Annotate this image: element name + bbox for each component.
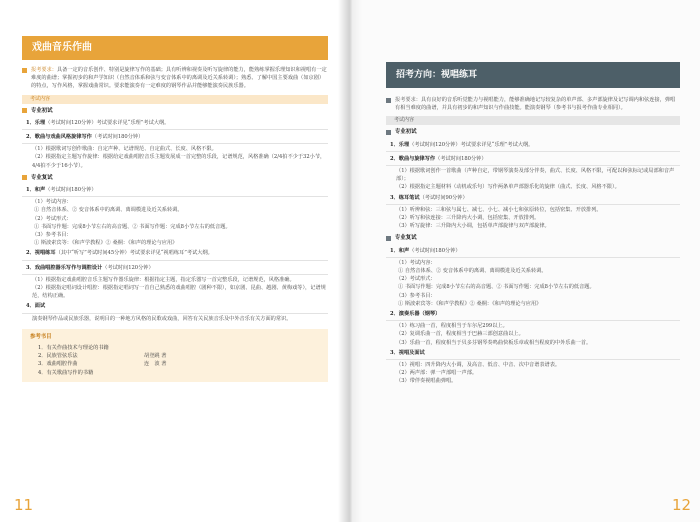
requirement-text: 具有良好的音乐听觉能力与视唱能力，能够准确地记写较复杂的单声部、多声部旋律及记写调内和弦连接，弹唱有相当难度的曲谱，并具有初步的和声知识与作曲技能。能演奏钢琴（参考书与报考作曲专业相同）。	[395, 97, 676, 112]
detail-line: （1）考试内容：	[32, 199, 72, 206]
exam-item-harmony: 1．和声（考试时间180分钟）	[22, 184, 328, 197]
reference-books-box	[22, 329, 328, 382]
detail-line: （2）考试形式：	[32, 215, 72, 222]
detail-line: ① 书面写作题：完成8小节左右的高音题、② 书面写作题：完成8小节左右的低音题。	[34, 223, 231, 230]
square-bullet-icon	[22, 108, 27, 113]
detail-line: （3）乐曲一首，程度相当于贝多芬钢琴奏鸣曲快板乐章或相当程度的中外乐曲一首。	[396, 339, 592, 346]
square-bullet-icon	[22, 175, 27, 180]
detail-line: ① 自然音体系、② 变音体系中的离调、离调模进及近关系转调。	[398, 268, 547, 275]
page-number-right: 12	[672, 496, 692, 514]
detail-line: ① 斯波索宾等：《和声学教程》② 桑桐：《和声的理论与应用》	[398, 300, 542, 307]
right-page-title: 招考方向：视唱练耳	[386, 62, 680, 88]
detail-line: （3）听写旋律：三升降内大小调，包括单声部旋律与双声部旋律。	[396, 223, 550, 230]
right-content	[386, 96, 680, 386]
exam-item-melody: 2．歌曲与戏曲风格旋律写作（考试时间180分钟）	[22, 131, 328, 144]
reference-row: 3．戏曲唱腔作曲 连 波 著	[38, 361, 167, 368]
reference-row: 2．民族管弦乐法 胡登跳 著	[38, 353, 167, 360]
detail-line: （2）根据指定主题写作旋律：根据给定戏曲唱腔音乐主题发展成一首完整的乐段，记谱规范，风格准确（2/4拍不少于32小节，4/4拍不少于16小节）。	[32, 154, 326, 169]
detail-line: （3）参考书目：	[396, 292, 436, 299]
detail-line: ① 自然音体系、② 变音体系中的离调、离调模进及近关系转调。	[34, 207, 183, 214]
square-bullet-icon	[22, 68, 27, 73]
detail-line: （2）根据指定主题材料（动机或乐句）写作两条单声部器乐化的旋律（曲式、长度、风格不限）。	[396, 184, 620, 191]
detail-line: （2）根据指定唱词设计唱腔：根据指定唱词写一首自己熟悉的戏曲唱腔（剧种不限），如京剧、昆曲、越剧、黄梅戏等），记谱规范，结构正确。	[32, 285, 326, 300]
section-heading-retest: 专业复试	[22, 174, 328, 182]
reference-row: 4．有关歌曲写作的书籍	[38, 369, 94, 376]
page-number-left: 11	[14, 496, 34, 514]
square-bullet-icon	[386, 98, 391, 103]
detail-line: （1）视唱：四升降内大小调，及高音、低音、中音、次中音谱表谱表。	[396, 362, 561, 369]
reference-row: 1．有关作曲技术与理论的书籍	[38, 345, 109, 352]
exam-item-piano: 2．演奏乐器（钢琴）	[386, 308, 680, 321]
exam-item-theory: 1．乐理（考试时间120分钟）考试要求详见“乐理”考试大纲。	[386, 139, 680, 152]
exam-content-banner: 考试内容	[22, 95, 328, 104]
detail-line: ① 书面写作题：完成8小节左右的高音题、② 书面写作题：完成8小节左右的低音题。	[398, 284, 595, 291]
exam-item-song-writing: 2．歌曲与旋律写作（考试时间180分钟）	[386, 153, 680, 166]
left-requirement	[22, 66, 328, 91]
exam-item-interview: 4．面试	[22, 300, 328, 313]
detail-line: （2）两声部：弹一声部唱一声部。	[396, 370, 478, 377]
exam-item-ear-training: 2．视唱练耳（其中“听写”考试时间45分钟）考试要求详见“视唱练耳”考试大纲。	[22, 247, 328, 260]
requirement-key: 报考要求：	[31, 67, 57, 73]
left-page-title: 戏曲音乐作曲	[22, 36, 328, 60]
detail-line: 演奏钢琴作品或民族乐器，说明目的一种地方风格的民歌或戏曲，回答有关民族音乐及中外音乐有关方面的常识。	[32, 315, 292, 322]
exam-item-harmony: 1．和声（考试时间180分钟）	[386, 245, 680, 258]
detail-line: ① 斯波索宾等：《和声学教程》② 桑桐：《和声的理论与应用》	[34, 240, 178, 247]
exam-item-opera-writing: 3．戏曲唱腔器乐写作与调腔设计（考试时间120分钟）	[22, 262, 328, 275]
right-requirement	[386, 96, 680, 112]
exam-item-sight-singing: 3．视唱及面试	[386, 347, 680, 360]
square-bullet-icon	[386, 236, 391, 241]
detail-line: （1）根据指定戏曲唱腔音乐主题写作器乐旋律：根据指定主题，指定乐器写一首完整乐段，记谱规范，风格准确。	[32, 276, 295, 283]
section-heading-initial: 专业初试	[386, 128, 680, 136]
section-heading-initial: 专业初试	[22, 107, 328, 115]
reference-books-title: 参考书目	[30, 333, 52, 340]
detail-line: （3）参考书目：	[32, 232, 72, 239]
left-content	[22, 36, 328, 382]
square-bullet-icon	[386, 130, 391, 135]
requirement-key: 报考要求：	[395, 97, 421, 103]
detail-line: （3）带伴奏视唱曲弹唱。	[396, 378, 457, 385]
detail-line: （1）根据歌词创作一首歌曲（声种自定，带钢琴演奏及部分伴奏，曲式、长度、风格不限，可配以和弦标记或局部和音声部）；	[396, 168, 675, 183]
exam-item-theory: 1．乐理（考试时间120分钟）考试要求详见“乐理”考试大纲。	[22, 117, 328, 130]
detail-line: （1）根据歌词写创作歌曲：自定声种、记谱规范、自定曲式、长度、风格不限。	[32, 146, 217, 153]
detail-line: （1）练习曲一首，程度相当于车尔尼299以上。	[396, 323, 508, 330]
detail-line: （1）考试内容：	[396, 259, 436, 266]
section-heading-retest: 专业复试	[386, 234, 680, 242]
exam-item-ear-written: 3．练耳笔试（考试时间90分钟）	[386, 192, 680, 205]
exam-content-banner: 考试内容	[386, 116, 680, 125]
detail-line: （2）听写和弦连接：三升降内大小调，包括密集、开放排列。	[396, 215, 540, 222]
detail-line: （2）考试形式：	[396, 276, 436, 283]
detail-line: （1）听辨和弦：三和弦与属七、减七、小七、减小七和弦原转位，包括密集、开放排列。	[396, 206, 602, 213]
detail-line: （2）复调乐曲一首，程度相当于巴赫三部创意曲以上。	[396, 331, 524, 338]
requirement-text: 具备一定的音乐创作、特别是旋律写作的基础；具有听辨和视奏及听写旋律的能力，能熟练掌握乐理知识和视唱有一定难度的曲谱；掌握初步的和声学知识（自然音体系和弦与变音体系中的离调及近关系转调）；熟悉、了解中国主要戏曲（如京剧）的特点，写作风格，掌握戏曲常识。要求能演奏有一定难度的钢琴作品并能够能演奏民族乐器。	[31, 67, 327, 90]
